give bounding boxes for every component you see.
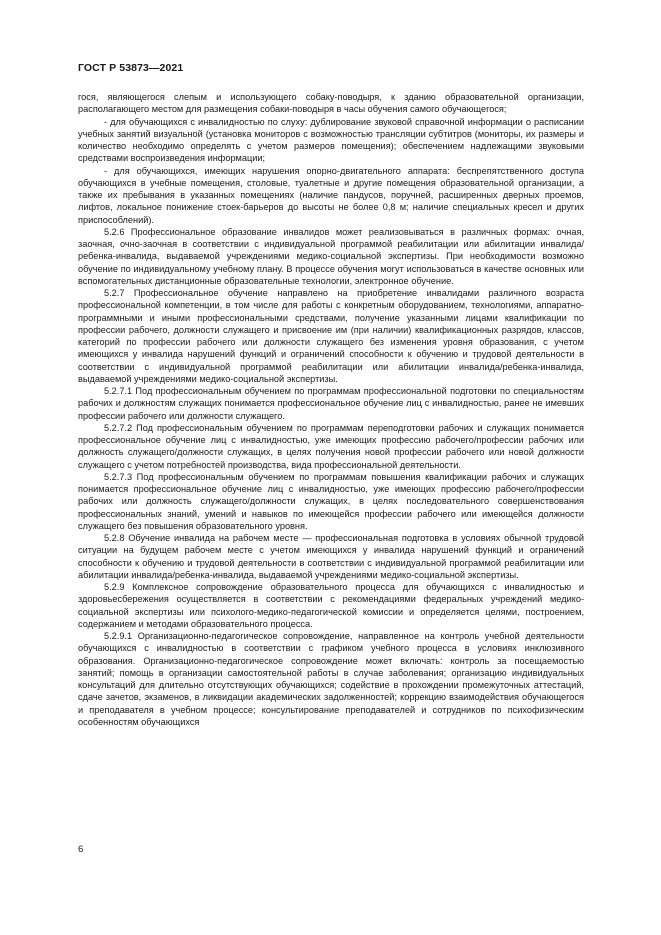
paragraph: 5.2.9.1 Организационно-педагогическое сопровождение, направленное на контроль учебной деятельности обучающихся с инвалидностью в соответствии с графиком учебного процесса в условиях инклюзивного образования. Организационно-педагогическое сопровождение может включать: контроль за посещаемостью занятий; помощь в организации самостоятельной работы в случае заболевания; организацию индивидуальных консультаций для длительно отсутствующих обучающихся; содействие в прохождении промежуточных аттестаций, сдаче зачетов, экзаменов, в ликвидации академических задолженностей; коррекцию взаимодействия обучающегося и преподавателя в учебном процессе; консультирование преподавателей и сотрудников по психофизическим особенностям обучающихся — [78, 631, 584, 727]
paragraph: 5.2.7.3 Под профессиональным обучением по программам повышения квалификации рабочих и служащих понимается профессиональное обучение лиц с инвалидностью, уже имеющих профессию рабочего/профессии рабочих или должность служащего/должности служащих, в целях последовательного совершенствования профессиональных знаний, умений и навыков по имеющейся профессии рабочего или имеющейся должности служащего без повышения образовательного уровня. — [78, 471, 584, 531]
document-body — [78, 91, 584, 728]
paragraph: гося, являющегося слепым и использующего собаку-поводыря, к зданию образовательной организации, располагающего местом для размещения собаки-поводыря в часы обучения самого обучающегося; — [78, 92, 584, 115]
document-header: ГОСТ Р 53873—2021 — [78, 62, 184, 74]
paragraph: - для обучающихся, имеющих нарушения опорно-двигательного аппарата: беспрепятственного доступа обучающихся в учебные помещения, столовые, туалетные и другие помещения образовательной организации, а также их пребывания в указанных помещениях (наличие пандусов, поручней, расширенных дверных проемов, лифтов, локальное понижение стоек-барьеров до высоты не более 0,8 м; наличие специальных кресел и других приспособлений). — [78, 165, 584, 225]
paragraph: - для обучающихся с инвалидностью по слуху: дублирование звуковой справочной информации о расписании учебных занятий визуальной (установка мониторов с возможностью трансляции субтитров (мониторы, их размеры и количество необходимо определять с учетом размеров помещения); обеспечением надлежащими звуковыми средствами воспроизведения информации; — [78, 116, 584, 164]
page-number: 6 — [78, 844, 84, 855]
paragraph: 5.2.8 Обучение инвалида на рабочем месте — профессиональная подготовка в условиях обычной трудовой ситуации на будущем рабочем месте с учетом имеющихся у инвалида нарушений функций и ограничений способности к обучению и трудовой деятельности в соответствии с индивидуальной программой реабилитации или абилитации инвалида/ребенка-инвалида, выдаваемой учреждениями медико-социальной экспертизы. — [78, 533, 584, 580]
paragraph: 5.2.9 Комплексное сопровождение образовательного процесса для обучающихся с инвалидностью и здоровьесбережения осуществляется в соответствии с рекомендациями федеральных учреждений медико-социальной экспертизы или психолого-медико-педагогической комиссии и определяется целями, построением, содержанием и методами образовательного процесса. — [78, 582, 584, 629]
paragraph: 5.2.7 Профессиональное обучение направлено на приобретение инвалидами различного возраста профессиональной компетенции, в том числе для работы с конкретным оборудованием, технологиями, аппаратно-программными и иными профессиональными средствами, получение указанными лицами квалификации по профессии рабочего, должности служащего и присвоение им (при наличии) квалификационных разрядов, классов, категорий по профессии рабочего или должности служащего без изменения уровня образования, с учетом имеющихся у инвалида нарушений функций и ограничений способности к обучению и трудовой деятельности в соответствии с индивидуальной программой реабилитации или абилитации инвалида/ребенка-инвалида, выдаваемой учреждениями медико-социальной экспертизы. — [78, 288, 584, 384]
paragraph: 5.2.6 Профессиональное образование инвалидов может реализовываться в различных формах: очная, заочная, очно-заочная в соответствии с индивидуальной программой реабилитации или абилитации инвалида/ребенка-инвалида, выдаваемой учреждениями медико-социальной экспертизы. При необходимости возможно обучение по индивидуальному учебному плану. В процессе обучения могут использоваться в качестве основных или вспомогательных дистанционные образовательные технологии, электронное обучение. — [78, 226, 584, 286]
paragraph: 5.2.7.1 Под профессиональным обучением по программам профессиональной подготовки по специальностям рабочих и должностям служащих понимается профессиональное обучение лиц с инвалидностью, ранее не имевших профессии рабочего или должности служащего. — [78, 386, 584, 421]
paragraph: 5.2.7.2 Под профессиональным обучением по программам переподготовки рабочих и служащих понимается профессиональное обучение лиц с инвалидностью, уже имеющих профессию рабочего/профессии рабочих или должность служащего/должности служащих, в целях получения новой профессии рабочего или новой должности служащего с учетом потребностей производства, вида профессиональной деятельности. — [78, 422, 584, 470]
